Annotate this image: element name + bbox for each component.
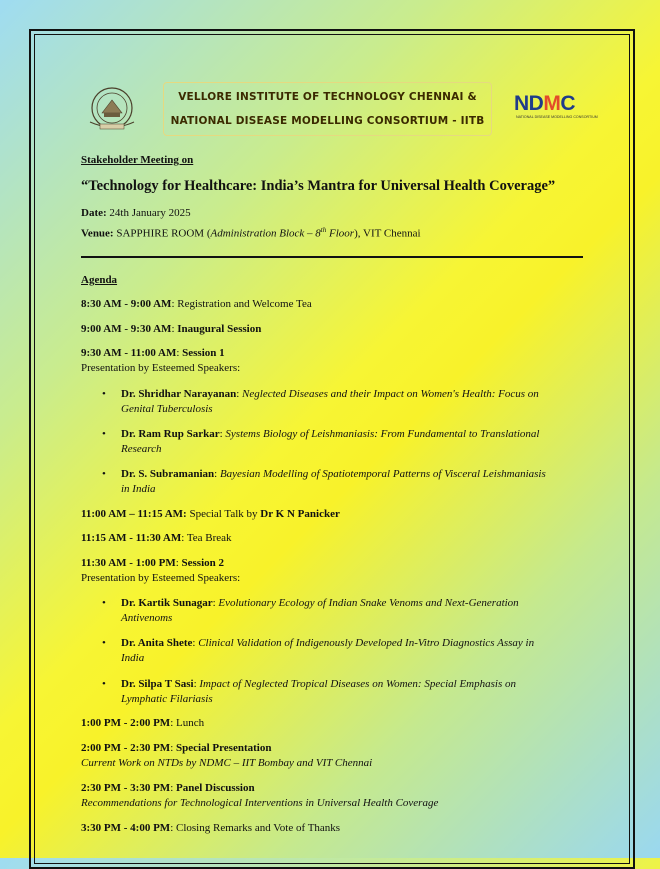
meeting-label: Stakeholder Meeting on [81,154,194,166]
agenda-time: 9:00 AM - 9:30 AM [81,323,172,335]
agenda-item-special-talk [81,507,340,521]
speaker-item: Dr. Anita Shete: Clinical Validation of Indigenously Developed In-Vitro Diagnostics Assay in India [121,637,535,664]
agenda-item-inaugural [81,322,261,336]
agenda-item-session-2 [81,556,224,570]
date-label: Date: [81,207,107,219]
divider-rule [81,256,583,258]
speaker-item: Dr. Kartik Sunagar: Evolutionary Ecology of Indian Snake Venoms and Next-Generation Antivenoms [121,597,519,624]
panel-discussion-subtitle: Recommendations for Technological Interventions in Universal Health Coverage [81,797,439,809]
agenda-text: Session 2 [181,557,225,569]
speaker-topic-cont: India [121,652,145,664]
venue-line [81,223,421,241]
speaker-topic-cont: Lymphatic Filariasis [121,693,213,705]
speaker-item: Dr. S. Subramanian: Bayesian Modelling of Spatiotemporal Patterns of Visceral Leishmaniasis in India [121,468,546,495]
venue-sup: th [320,226,327,234]
agenda-sep: : [175,557,182,569]
venue-floor: Floor [326,227,355,240]
agenda-sep: : [170,782,177,794]
speaker-name: Dr. Anita Shete [121,637,193,649]
institution-title-line-2: NATIONAL DISEASE MODELLING CONSORTIUM - IITB [170,115,485,127]
agenda-text: Inaugural Session [177,323,262,335]
speaker-name: Dr. S. Subramanian [121,468,215,480]
speaker-topic-cont: Research [121,443,162,455]
agenda-item-registration [81,297,312,311]
venue-label: Venue: [81,227,114,240]
agenda-sep: : [176,347,183,359]
bullet-icon: • [102,428,106,440]
ndmc-logo-tagline: NATIONAL DISEASE MODELLING CONSORTIUM [516,115,598,119]
agenda-time: 8:30 AM - 9:00 AM [81,298,172,310]
agenda-time: 11:15 AM - 11:30 AM [81,532,182,544]
speaker-name: Dr. Silpa T Sasi [121,678,194,690]
speaker-item: Dr. Ram Rup Sarkar: Systems Biology of Leishmaniasis: From Fundamental to Translational Research [121,428,540,455]
session-1-subtitle: Presentation by Esteemed Speakers: [81,362,241,374]
speaker-item: Dr. Silpa T Sasi: Impact of Neglected Tropical Diseases on Women: Special Emphasis on Lymphatic Filariasis [121,678,516,705]
agenda-time: 2:00 PM - 2:30 PM [81,742,171,754]
institution-title-line-1: VELLORE INSTITUTE OF TECHNOLOGY CHENNAI & [178,91,477,103]
special-presentation-subtitle: Current Work on NTDs by NDMC – IIT Bombay and VIT Chennai [81,757,373,769]
agenda-text: Session 1 [182,347,225,359]
speaker-topic-cont: Genital Tuberculosis [121,403,213,415]
agenda-item-special-presentation [81,741,271,755]
agenda-text: : Lunch [170,717,205,729]
agenda-time: 2:30 PM - 3:30 PM [81,782,171,794]
agenda-text: Special Talk by [186,508,261,520]
bullet-icon: • [102,468,106,480]
agenda-item-session-1 [81,346,225,360]
agenda-text: Panel Discussion [176,782,255,794]
speaker-name: Dr. Kartik Sunagar [121,597,213,609]
speaker-topic: Neglected Diseases and their Impact on Women's Health: Focus on [242,388,539,400]
agenda-text: : Registration and Welcome Tea [171,298,312,310]
venue-block: Administration Block – 8 [210,227,321,240]
agenda-time: 3:30 PM - 4:00 PM [81,822,171,834]
speaker-topic: Clinical Validation of Indigenously Developed In-Vitro Diagnostics Assay in [198,637,535,649]
meeting-headline: “Technology for Healthcare: India’s Mantra for Universal Health Coverage” [81,178,556,194]
agenda-time: 11:00 AM – 11:15 AM: [81,508,187,520]
date-line [81,206,191,220]
speaker-name: Dr. Ram Rup Sarkar [121,428,220,440]
date-value: 24th January 2025 [109,207,191,219]
speaker-topic-cont: in India [121,483,156,495]
agenda-text: : Closing Remarks and Vote of Thanks [170,822,341,834]
venue-room: SAPPHIRE ROOM ( [116,227,211,240]
bullet-icon: • [102,637,106,649]
agenda-sep: : [171,323,178,335]
bullet-icon: • [102,597,106,609]
venue-end: ), VIT Chennai [354,227,421,240]
agenda-text: Special Presentation [176,742,272,754]
agenda-sep: : [170,742,177,754]
agenda-heading: Agenda [81,274,118,286]
speaker-topic: Bayesian Modelling of Spatiotemporal Patterns of Visceral Leishmaniasis [219,468,546,480]
bullet-icon: • [102,678,106,690]
talk-speaker: Dr K N Panicker [260,508,340,520]
speaker-topic: Systems Biology of Leishmaniasis: From Fundamental to Translational [225,428,540,440]
session-2-subtitle: Presentation by Esteemed Speakers: [81,572,241,584]
agenda-text: : Tea Break [181,532,232,544]
institution-title-box [163,82,492,136]
speaker-topic-cont: Antivenoms [121,612,173,624]
ndmc-logo [514,92,598,127]
agenda-time: 9:30 AM - 11:00 AM [81,347,177,359]
agenda-time: 1:00 PM - 2:00 PM [81,717,171,729]
speaker-name: Dr. Shridhar Narayanan [121,388,237,400]
speaker-item: Dr. Shridhar Narayanan: Neglected Diseases and their Impact on Women's Health: Focus on Genital Tuberculosis [121,388,539,415]
agenda-item-closing [81,821,340,835]
vit-seal-logo [84,86,140,132]
speaker-topic: Impact of Neglected Tropical Diseases on Women: Special Emphasis on [199,678,516,690]
ndmc-logo-text: NDMC [514,92,576,115]
agenda-time: 11:30 AM - 1:00 PM [81,557,176,569]
bullet-icon: • [102,388,106,400]
speaker-topic: Evolutionary Ecology of Indian Snake Venoms and Next-Generation [218,597,519,609]
agenda-item-panel-discussion [81,781,255,795]
agenda-item-lunch [81,716,204,730]
agenda-item-tea-break [81,531,232,545]
